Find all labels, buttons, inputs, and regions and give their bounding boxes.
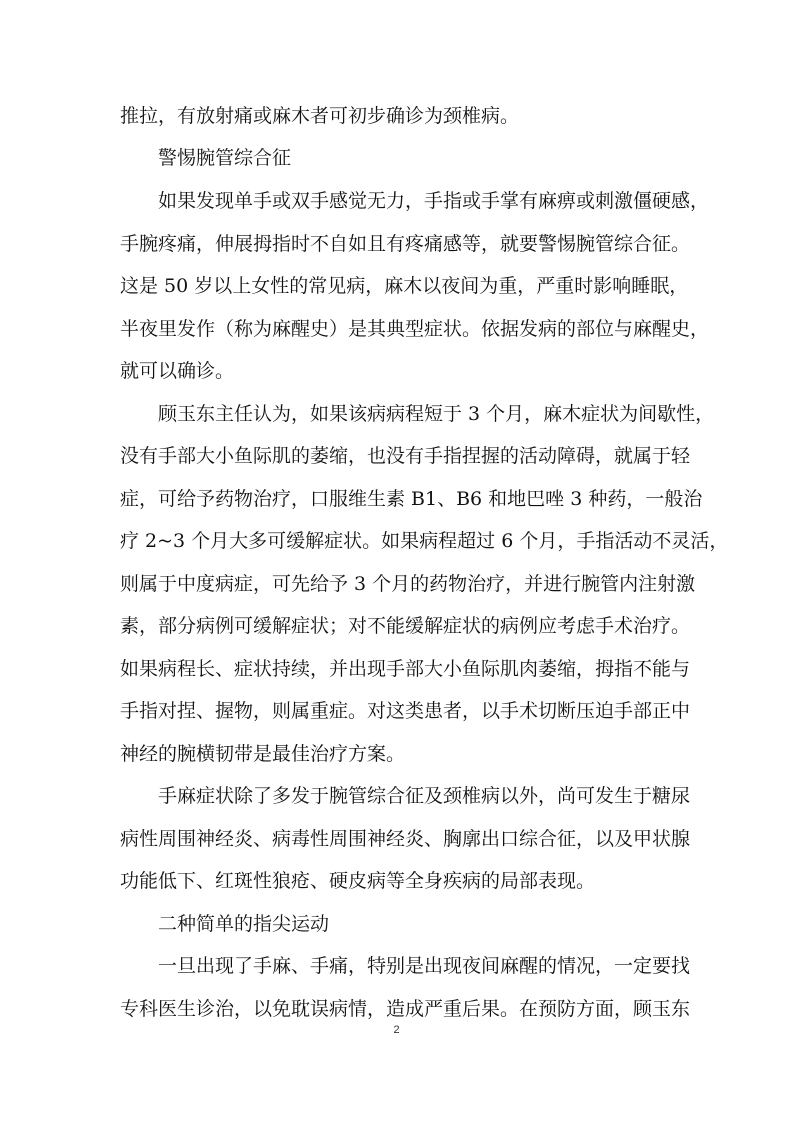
text-line-content: 素，部分病例可缓解症状；对不能缓解症状的病例应考虑手术治疗。 — [120, 615, 691, 637]
text-line — [0, 692, 793, 730]
text-line — [0, 990, 793, 1028]
text-line-content: 专科医生诊治，以免耽误病情，造成严重后果。在预防方面，顾玉东 — [120, 998, 691, 1020]
text-line — [0, 820, 793, 858]
section-heading-warn-carpal-tunnel: 警惕腕管综合征 — [158, 147, 292, 169]
text-line-content: 顾玉东主任认为，如果该病病程短于 3 个月，麻木症状为间歇性， — [158, 403, 715, 425]
text-line-content: 这是 50 岁以上女性的常见病，麻木以夜间为重，严重时影响睡眠， — [120, 275, 689, 297]
text-line-content: 没有手部大小鱼际肌的萎缩，也没有手指捏握的活动障碍，就属于轻 — [120, 445, 691, 467]
text-line-content: 如果病程长、症状持续，并出现手部大小鱼际肌肉萎缩，拇指不能与 — [120, 658, 691, 680]
text-line — [0, 395, 793, 433]
text-line — [0, 862, 793, 900]
text-line-content: 推拉，有放射痛或麻木者可初步确诊为颈椎病。 — [120, 105, 520, 127]
text-line — [0, 565, 793, 603]
text-line-content: 如果发现单手或双手感觉无力，手指或手掌有麻痹或刺激僵硬感， — [158, 190, 710, 212]
text-line — [0, 437, 793, 475]
page-number: 2 — [393, 1024, 400, 1036]
text-line-content: 手麻症状除了多发于腕管综合征及颈椎病以外，尚可发生于糖尿 — [158, 785, 691, 807]
text-line-content: 手腕疼痛，伸展拇指时不自如且有疼痛感等，就要警惕腕管综合征。 — [120, 233, 691, 255]
text-line — [0, 777, 793, 815]
text-line — [0, 650, 793, 688]
text-line-content: 手指对捏、握物，则属重症。对这类患者，以手术切断压迫手部正中 — [120, 700, 691, 722]
text-line — [0, 735, 793, 773]
text-line-content: 半夜里发作（称为麻醒史）是其典型症状。依据发病的部位与麻醒史， — [120, 318, 710, 340]
text-line — [0, 182, 793, 220]
text-line — [0, 267, 793, 305]
text-line-content: 就可以确诊。 — [120, 360, 235, 382]
text-line — [0, 225, 793, 263]
text-line — [0, 310, 793, 348]
text-line — [0, 607, 793, 645]
text-line — [0, 947, 793, 985]
text-line-content: 一旦出现了手麻、手痛，特别是出现夜间麻醒的情况，一定要找 — [158, 955, 691, 977]
section-heading — [0, 905, 793, 943]
text-line — [0, 352, 793, 390]
section-heading — [0, 139, 793, 177]
section-heading-fingertip-exercises: 二种简单的指尖运动 — [158, 913, 330, 935]
text-line — [0, 522, 793, 560]
text-line — [0, 480, 793, 518]
text-line-content: 则属于中度病症，可先给予 3 个月的药物治疗，并进行腕管内注射激 — [120, 573, 696, 595]
text-line-content: 症，可给予药物治疗，口服维生素 B1、B6 和地巴唑 3 种药，一般治 — [120, 488, 703, 510]
text-line — [0, 97, 793, 135]
text-line-content: 神经的腕横韧带是最佳治疗方案。 — [120, 743, 406, 765]
text-line-content: 功能低下、红斑性狼疮、硬皮病等全身疾病的局部表现。 — [120, 870, 596, 892]
text-line-content: 疗 2~3 个月大多可缓解症状。如果病程超过 6 个月，手指活动不灵活， — [120, 530, 729, 552]
text-line-content: 病性周围神经炎、病毒性周围神经炎、胸廓出口综合征，以及甲状腺 — [120, 828, 691, 850]
